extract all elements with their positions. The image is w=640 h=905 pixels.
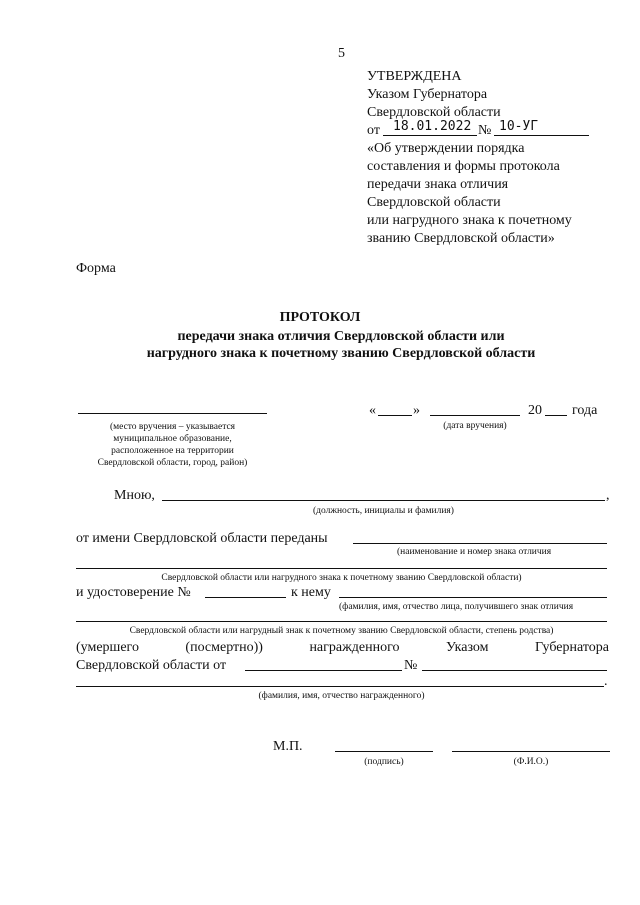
- approval-title-line: «Об утверждении порядка: [367, 141, 525, 156]
- decree-date-underline[interactable]: [245, 670, 402, 671]
- place-caption: Свердловской области, город, район): [97, 458, 248, 468]
- deceased-word: (умершего: [76, 640, 139, 655]
- awardee-underline[interactable]: [76, 686, 604, 687]
- position-name-underline[interactable]: [162, 500, 605, 501]
- date-caption: (дата вручения): [443, 421, 507, 431]
- place-caption: (место вручения – указывается: [109, 422, 236, 432]
- approval-title-line: составления и формы протокола: [367, 159, 560, 174]
- award-name-caption-2: Свердловской области или нагрудного знака к почетному званию Свердловской области): [161, 573, 522, 583]
- form-label: Форма: [76, 261, 116, 276]
- deceased-word: (посмертно)): [185, 640, 263, 655]
- approval-title-line: Свердловской области: [367, 195, 501, 210]
- deceased-word: Губернатора: [534, 640, 609, 655]
- to-him-label: к нему: [291, 585, 331, 600]
- approval-date-underline: [383, 135, 477, 136]
- approval-date: 18.01.2022: [393, 119, 472, 134]
- approval-line-2: Свердловской области: [367, 105, 501, 120]
- on-behalf-label: от имени Свердловской области переданы: [76, 531, 328, 546]
- approval-number-underline: [494, 135, 589, 136]
- document-subtitle-1: передачи знака отличия Свердловской области или: [177, 329, 505, 344]
- recipient-caption-2: Свердловской области или нагрудный знак к почетному званию Свердловской области, степень родства): [129, 626, 554, 636]
- fio-caption: (Ф.И.О.): [513, 757, 549, 767]
- deceased-line: [76, 639, 609, 657]
- to-me-comma: ,: [606, 488, 610, 503]
- approval-number-label: №: [478, 123, 492, 138]
- deceased-word: Указом: [445, 640, 489, 655]
- approval-line-1: Указом Губернатора: [367, 87, 488, 102]
- awardee-caption: (фамилия, имя, отчество награжденного): [258, 691, 425, 701]
- document-title: ПРОТОКОЛ: [279, 310, 361, 325]
- to-me-label: Мною,: [114, 488, 155, 503]
- approval-number: 10-УГ: [499, 119, 539, 134]
- certificate-number-underline[interactable]: [205, 597, 286, 598]
- place-caption: расположенное на территории: [111, 446, 234, 456]
- position-name-caption: (должность, инициалы и фамилия): [313, 506, 454, 516]
- approval-title-line: передачи знака отличия: [367, 177, 509, 192]
- recipient-continuation-underline[interactable]: [76, 621, 607, 622]
- deceased-word: награжденного: [309, 640, 400, 655]
- award-name-underline[interactable]: [353, 543, 607, 544]
- awardee-period: .: [604, 674, 608, 689]
- date-year-word: года: [572, 403, 598, 418]
- date-year-underline[interactable]: [545, 415, 567, 416]
- date-month-underline[interactable]: [430, 415, 520, 416]
- award-name-caption: (наименование и номер знака отличия: [397, 547, 552, 557]
- approval-heading: УТВЕРЖДЕНА: [367, 69, 462, 84]
- approval-title-line: или нагрудного знака к почетному: [367, 213, 572, 228]
- decree-number-underline[interactable]: [422, 670, 607, 671]
- document-subtitle-2: нагрудного знака к почетному званию Свердловской области: [146, 346, 536, 361]
- date-century: 20: [528, 403, 542, 418]
- approval-from-label: от: [367, 123, 380, 138]
- recipient-name-underline[interactable]: [339, 597, 607, 598]
- recipient-caption: (фамилия, имя, отчество лица, получившего знак отличия: [339, 602, 574, 612]
- signature-caption: (подпись): [364, 757, 404, 767]
- fio-underline[interactable]: [452, 751, 610, 752]
- page-number: 5: [338, 46, 345, 61]
- certificate-label: и удостоверение №: [76, 585, 191, 600]
- signature-underline[interactable]: [335, 751, 433, 752]
- date-close-quote: »: [413, 403, 420, 418]
- stamp-label: М.П.: [273, 739, 303, 754]
- date-open-quote: «: [369, 403, 376, 418]
- decree-label: Свердловской области от: [76, 658, 227, 673]
- decree-number-label: №: [404, 658, 418, 673]
- award-continuation-underline[interactable]: [76, 568, 607, 569]
- place-underline[interactable]: [78, 413, 267, 414]
- date-day-underline[interactable]: [378, 415, 412, 416]
- approval-title-line: званию Свердловской области»: [367, 231, 555, 246]
- place-caption: муниципальное образование,: [113, 434, 232, 444]
